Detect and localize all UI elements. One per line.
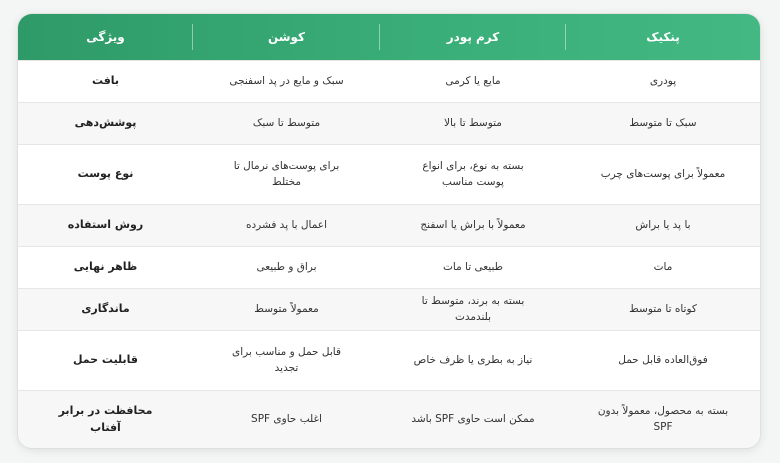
table-row xyxy=(18,246,760,288)
table-cell: برای پوست‌های نرمال تا مختلط xyxy=(193,144,380,204)
feature-label: پوشش‌دهی xyxy=(18,102,193,144)
header-cushion: کوشن xyxy=(193,14,380,60)
table-cell: ممکن است حاوی SPF باشد xyxy=(380,390,566,448)
table-cell: معمولاً با براش یا اسفنج xyxy=(380,204,566,246)
table-row xyxy=(18,102,760,144)
feature-label: نوع پوست xyxy=(18,144,193,204)
table-cell: معمولاً متوسط xyxy=(193,288,380,330)
table-row xyxy=(18,330,760,390)
table-cell: پودری xyxy=(566,60,760,102)
table-cell: با پد یا براش xyxy=(566,204,760,246)
table-cell: بسته به برند، متوسط تا بلندمدت xyxy=(380,288,566,330)
table-cell: فوق‌العاده قابل حمل xyxy=(566,330,760,390)
table-cell: براق و طبیعی xyxy=(193,246,380,288)
comparison-card xyxy=(18,14,760,448)
feature-label: ظاهر نهایی xyxy=(18,246,193,288)
table-cell: مایع یا کرمی xyxy=(380,60,566,102)
table-cell: اعمال با پد فشرده xyxy=(193,204,380,246)
feature-label: محافظت در برابر آفتاب xyxy=(18,390,193,448)
table-cell: متوسط تا سبک xyxy=(193,102,380,144)
table-row xyxy=(18,204,760,246)
table-cell: قابل حمل و مناسب برای تجدید xyxy=(193,330,380,390)
table-header-row xyxy=(18,14,760,60)
table-cell: سبک تا متوسط xyxy=(566,102,760,144)
table-row xyxy=(18,390,760,448)
table-cell: طبیعی تا مات xyxy=(380,246,566,288)
header-foundation: کرم پودر xyxy=(380,14,566,60)
table-cell: بسته به نوع، برای انواع پوست مناسب xyxy=(380,144,566,204)
feature-label: بافت xyxy=(18,60,193,102)
table-row xyxy=(18,288,760,330)
table-cell: بسته به محصول، معمولاً بدون SPF xyxy=(566,390,760,448)
header-pancake: پنکیک xyxy=(646,29,680,44)
header-feature: ویژگی xyxy=(18,14,193,60)
feature-label: قابلیت حمل xyxy=(18,330,193,390)
table-row xyxy=(18,144,760,204)
table-cell: مات xyxy=(566,246,760,288)
table-cell: معمولاً برای پوست‌های چرب xyxy=(566,144,760,204)
feature-label: روش استفاده xyxy=(18,204,193,246)
feature-label: ماندگاری xyxy=(18,288,193,330)
table-cell: کوتاه تا متوسط xyxy=(566,288,760,330)
table-cell: اغلب حاوی SPF xyxy=(193,390,380,448)
comparison-table xyxy=(18,14,760,448)
table-row xyxy=(18,60,760,102)
table-cell: نیاز به بطری یا ظرف خاص xyxy=(380,330,566,390)
table-cell: متوسط تا بالا xyxy=(380,102,566,144)
table-cell: سبک و مایع در پد اسفنجی xyxy=(193,60,380,102)
